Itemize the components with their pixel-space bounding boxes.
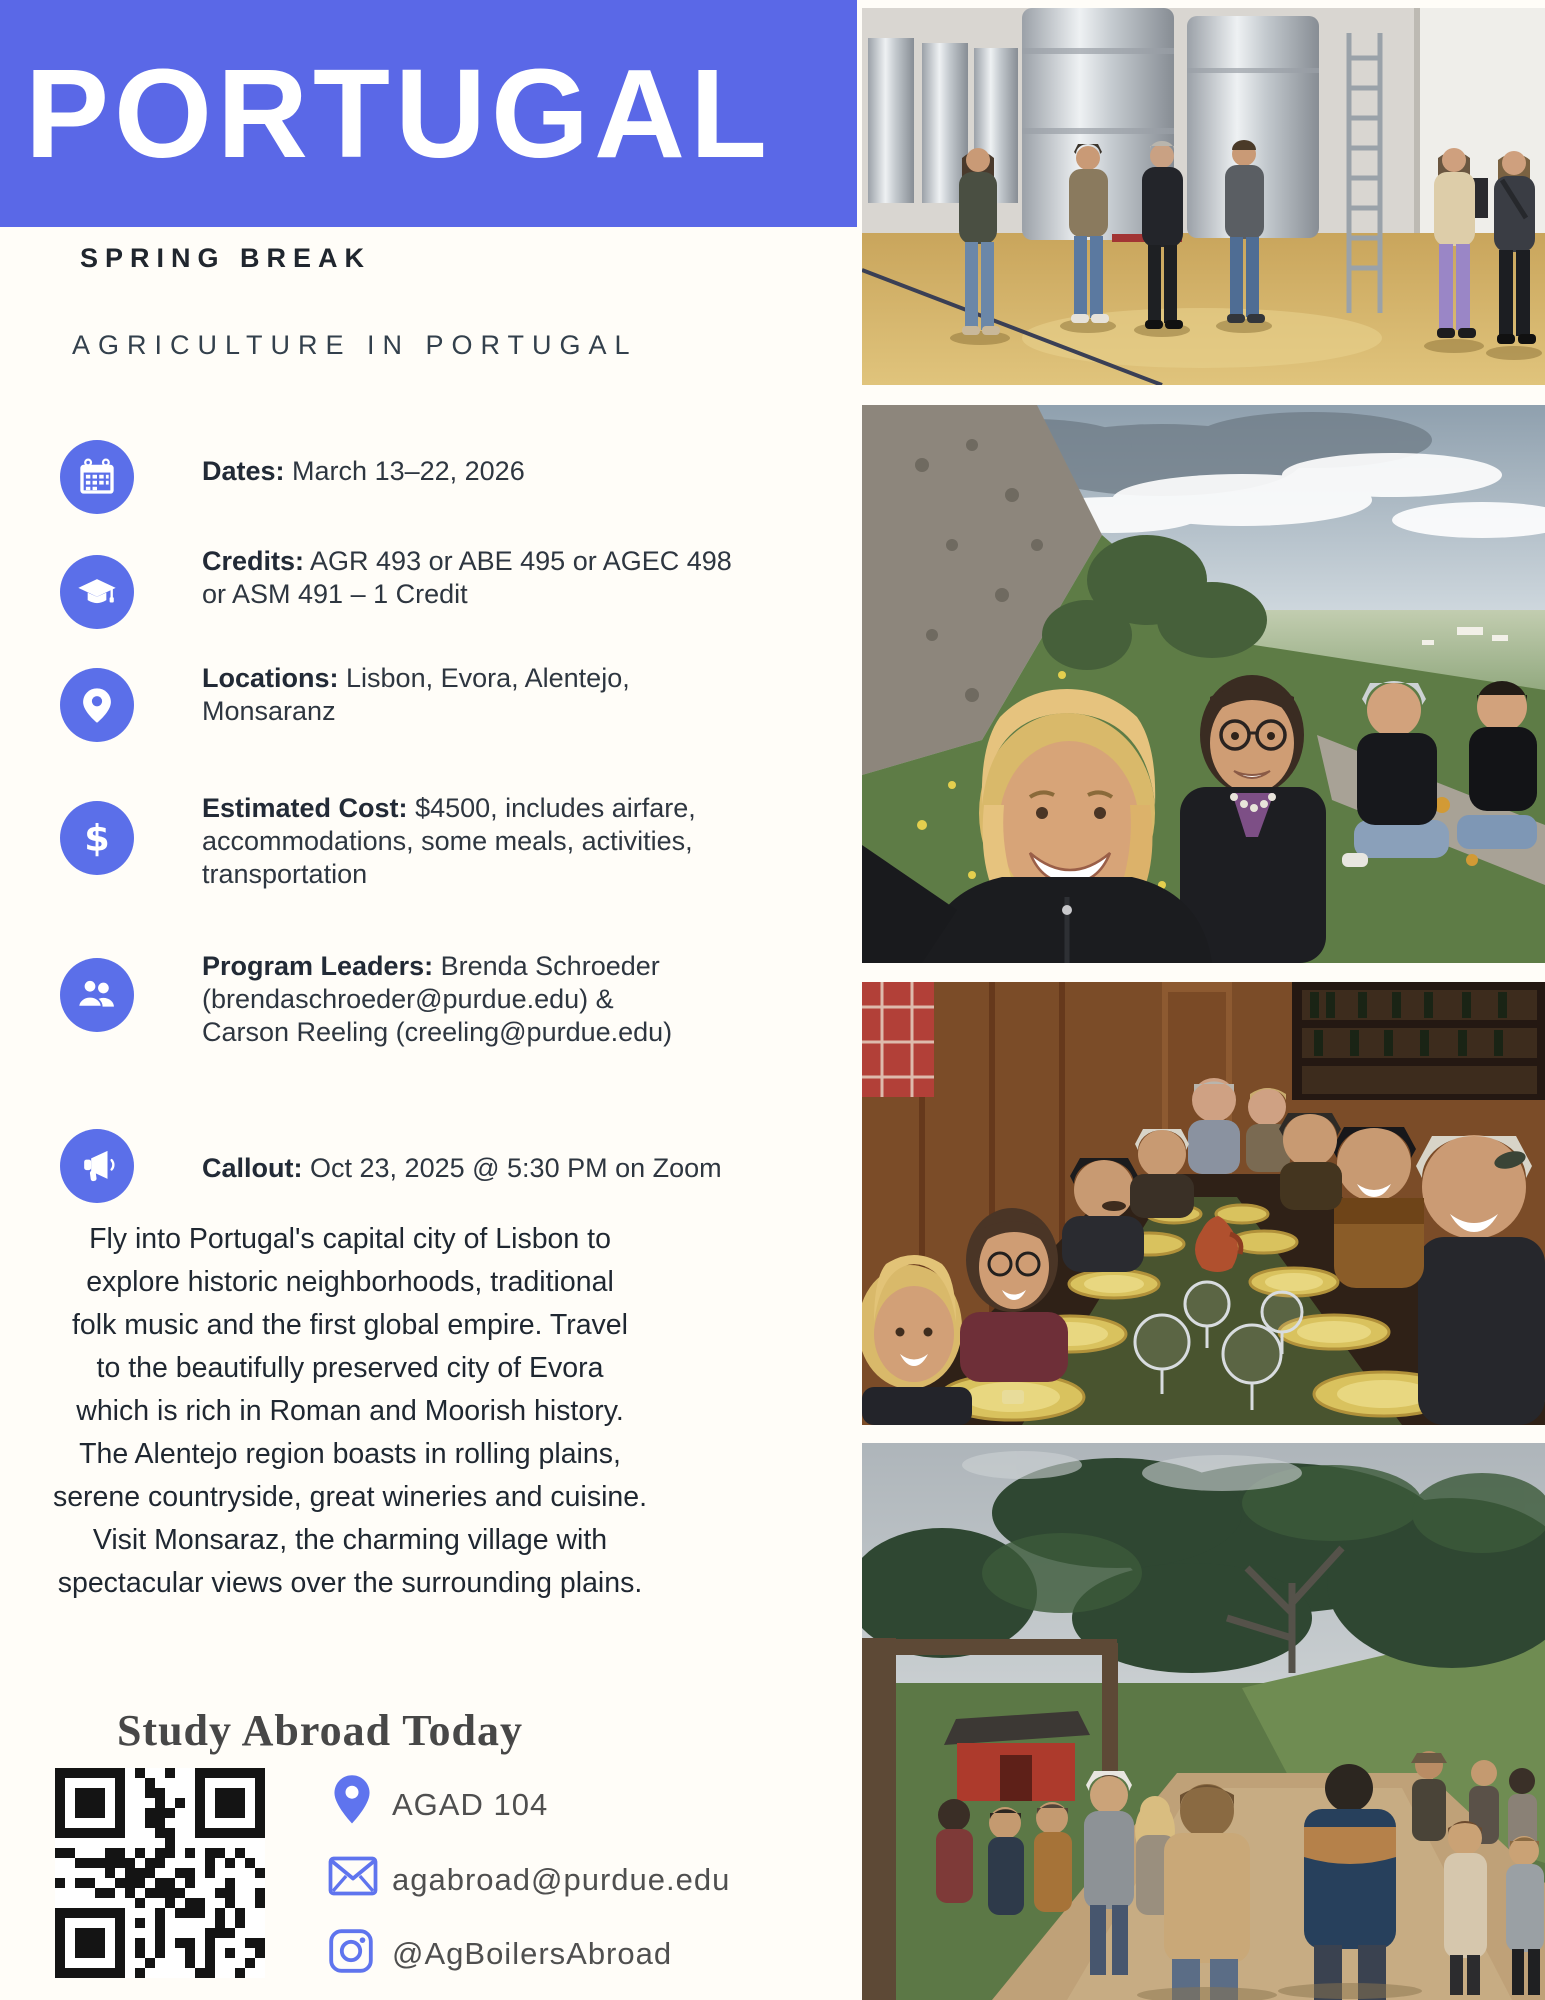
- about-paragraph: Fly into Portugal's capital city of Lisbon to explore historic neighborhoods, traditional folk music and the first global empire. Travel to the beautifully preserved city of Evora which is rich in Roman and Moorish history. The Alentejo region boasts in rolling plains, serene countryside, great wineries and cuisine. Visit Monsaraz, the charming village with spectacular views over the surrounding plains.: [52, 1223, 648, 1599]
- info-credits: Credits: AGR 493 or ABE 495 or AGEC 498 or ASM 491 – 1 Credit: [202, 546, 732, 609]
- svg-text:$: $: [84, 816, 110, 860]
- info-leaders: Program Leaders: Brenda Schroeder (brendaschroeder@purdue.edu) & Carson Reeling (creeling@purdue.edu): [202, 951, 673, 1047]
- dollar-icon: [60, 801, 134, 875]
- contact-instagram: @AgBoilersAbroad: [392, 1936, 673, 1971]
- calendar-icon: [60, 440, 134, 514]
- megaphone-icon: [60, 1129, 134, 1203]
- instagram-icon: [328, 1928, 376, 1976]
- info-locations: Locations: Lisbon, Evora, Alentejo, Monsaranz: [202, 663, 630, 726]
- title-banner: [0, 0, 857, 227]
- farm-visit-photo: [862, 1443, 1545, 2000]
- location-pin-icon: [328, 1774, 376, 1822]
- group-dinner-photo: [862, 982, 1545, 1425]
- location-pin-icon: [60, 668, 134, 742]
- info-callout: Callout: Oct 23, 2025 @ 5:30 PM on Zoom: [202, 1153, 722, 1183]
- email-icon: [328, 1856, 376, 1904]
- subtitle: AGRICULTURE IN PORTUGAL: [72, 330, 638, 360]
- contact-email: agabroad@purdue.edu: [392, 1862, 731, 1897]
- page-title: PORTUGAL: [25, 42, 772, 184]
- graduation-cap-icon: [60, 555, 134, 629]
- contact-location: AGAD 104: [392, 1787, 549, 1822]
- info-cost: Estimated Cost: $4500, includes airfare, accommodations, some meals, activities, transportation: [202, 793, 696, 889]
- hillside-selfie-photo: [862, 405, 1545, 963]
- kicker: SPRING BREAK: [80, 243, 372, 273]
- people-icon: [60, 958, 134, 1032]
- info-dates: Dates: March 13–22, 2026: [202, 456, 525, 486]
- qr-code: [55, 1768, 265, 1978]
- footer-heading: Study Abroad Today: [116, 1706, 524, 1755]
- winery-tanks-photo: [862, 8, 1545, 385]
